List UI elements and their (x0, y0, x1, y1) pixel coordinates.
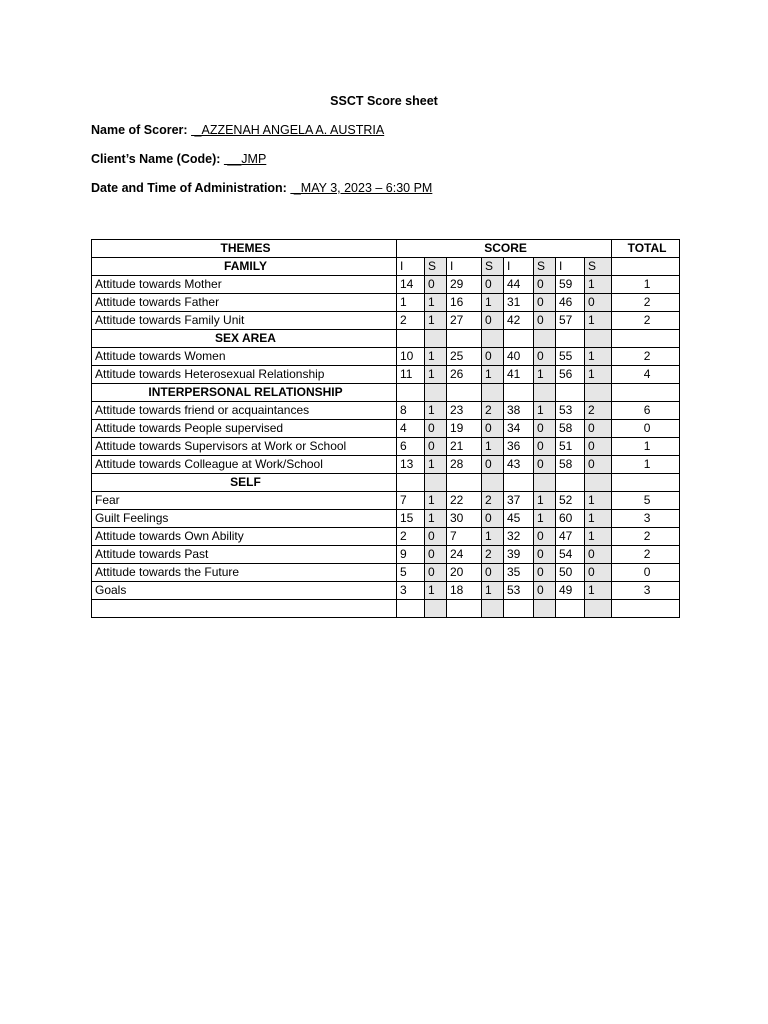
theme-cell: Attitude towards friend or acquaintances (92, 402, 397, 420)
theme-cell: Attitude towards Past (92, 546, 397, 564)
total-cell: 2 (612, 528, 680, 546)
score-s-cell: 1 (585, 528, 612, 546)
score-i-cell: 44 (504, 276, 534, 294)
score-s-cell: 0 (585, 294, 612, 312)
client-value: JMP (241, 152, 267, 166)
empty-cell (612, 330, 680, 348)
score-s-cell: 1 (534, 366, 556, 384)
theme-cell: Attitude towards Father (92, 294, 397, 312)
score-s-cell: 0 (585, 546, 612, 564)
empty-cell (585, 600, 612, 618)
score-s-cell: 1 (425, 312, 447, 330)
empty-cell (482, 384, 504, 402)
score-i-cell: 2 (397, 528, 425, 546)
score-i-cell: 14 (397, 276, 425, 294)
table-row (92, 564, 680, 582)
total-cell: 4 (612, 366, 680, 384)
score-i-cell: 52 (556, 492, 585, 510)
score-s-cell: 1 (585, 510, 612, 528)
table-row (92, 456, 680, 474)
score-s-cell: 0 (482, 564, 504, 582)
score-s-cell: 0 (534, 546, 556, 564)
total-cell: 0 (612, 420, 680, 438)
empty-cell (612, 474, 680, 492)
score-s-cell: 0 (425, 276, 447, 294)
score-s-cell: 0 (482, 312, 504, 330)
score-s-cell: 1 (534, 402, 556, 420)
date-value: MAY 3, 2023 – 6:30 PM (300, 181, 433, 195)
score-s-cell: 1 (534, 510, 556, 528)
section-row (92, 384, 680, 402)
score-s-cell: 1 (425, 348, 447, 366)
score-i-cell: 39 (504, 546, 534, 564)
empty-cell (585, 384, 612, 402)
empty-cell (447, 330, 482, 348)
score-s-cell: 1 (425, 402, 447, 420)
score-i-cell: 40 (504, 348, 534, 366)
document-title: SSCT Score sheet (330, 94, 438, 108)
total-cell: 1 (612, 456, 680, 474)
score-subheader: I (447, 258, 482, 276)
score-i-cell: 46 (556, 294, 585, 312)
scorer-label: Name of Scorer: (91, 123, 188, 137)
score-s-cell: 1 (585, 492, 612, 510)
theme-cell: Attitude towards Family Unit (92, 312, 397, 330)
score-i-cell: 10 (397, 348, 425, 366)
score-s-cell: 1 (585, 312, 612, 330)
table-row (92, 438, 680, 456)
score-s-cell: 0 (534, 528, 556, 546)
scorer-field: Name of Scorer: _AZZENAH ANGELA A. AUSTRIA (91, 123, 385, 137)
empty-cell (585, 330, 612, 348)
theme-cell: Attitude towards Own Ability (92, 528, 397, 546)
score-s-cell: 1 (425, 456, 447, 474)
total-header: TOTAL (612, 240, 680, 258)
score-i-cell: 42 (504, 312, 534, 330)
score-s-cell: 0 (534, 438, 556, 456)
table-row (92, 546, 680, 564)
score-s-cell: 1 (585, 366, 612, 384)
score-i-cell: 25 (447, 348, 482, 366)
score-i-cell: 7 (447, 528, 482, 546)
score-i-cell: 36 (504, 438, 534, 456)
score-table-body (92, 240, 680, 618)
score-subheader: S (585, 258, 612, 276)
table-row (92, 276, 680, 294)
empty-cell (482, 600, 504, 618)
score-i-cell: 16 (447, 294, 482, 312)
score-i-cell: 50 (556, 564, 585, 582)
score-i-cell: 56 (556, 366, 585, 384)
score-table (91, 239, 680, 618)
score-i-cell: 7 (397, 492, 425, 510)
score-subheader: S (425, 258, 447, 276)
score-s-cell: 0 (425, 546, 447, 564)
score-i-cell: 13 (397, 456, 425, 474)
score-i-cell: 6 (397, 438, 425, 456)
empty-cell (425, 330, 447, 348)
score-i-cell: 9 (397, 546, 425, 564)
score-subheader: I (504, 258, 534, 276)
empty-cell (556, 600, 585, 618)
score-s-cell: 1 (585, 276, 612, 294)
empty-cell (534, 330, 556, 348)
empty-cell (397, 330, 425, 348)
empty-cell (447, 474, 482, 492)
section-title: SELF (92, 474, 397, 492)
score-i-cell: 43 (504, 456, 534, 474)
section-row (92, 330, 680, 348)
score-s-cell: 1 (482, 528, 504, 546)
empty-cell (556, 474, 585, 492)
score-i-cell: 31 (504, 294, 534, 312)
score-s-cell: 1 (425, 510, 447, 528)
date-field: Date and Time of Administration: _MAY 3, 2023 – 6:30 PM (91, 181, 433, 195)
score-i-cell: 55 (556, 348, 585, 366)
score-s-cell: 0 (482, 348, 504, 366)
client-field: Client’s Name (Code): __JMP (91, 152, 267, 166)
score-i-cell: 3 (397, 582, 425, 600)
empty-cell (482, 330, 504, 348)
score-i-cell: 1 (397, 294, 425, 312)
theme-cell: Attitude towards Heterosexual Relationship (92, 366, 397, 384)
total-cell: 6 (612, 402, 680, 420)
score-s-cell: 1 (425, 366, 447, 384)
empty-cell (425, 600, 447, 618)
total-cell: 2 (612, 294, 680, 312)
theme-cell: Attitude towards Colleague at Work/School (92, 456, 397, 474)
theme-cell: Attitude towards the Future (92, 564, 397, 582)
score-s-cell: 0 (534, 348, 556, 366)
theme-cell: Attitude towards Mother (92, 276, 397, 294)
empty-cell (612, 258, 680, 276)
score-s-cell: 1 (425, 492, 447, 510)
section-row (92, 474, 680, 492)
score-s-cell: 2 (482, 546, 504, 564)
score-i-cell: 29 (447, 276, 482, 294)
score-i-cell: 11 (397, 366, 425, 384)
table-row (92, 420, 680, 438)
table-row (92, 348, 680, 366)
score-i-cell: 57 (556, 312, 585, 330)
theme-cell: Attitude towards People supervised (92, 420, 397, 438)
score-subheader: I (397, 258, 425, 276)
section-title: INTERPERSONAL RELATIONSHIP (92, 384, 397, 402)
total-cell: 1 (612, 438, 680, 456)
score-i-cell: 2 (397, 312, 425, 330)
score-i-cell: 35 (504, 564, 534, 582)
empty-cell (92, 600, 397, 618)
score-i-cell: 15 (397, 510, 425, 528)
theme-cell: Goals (92, 582, 397, 600)
total-cell: 2 (612, 348, 680, 366)
empty-cell (397, 600, 425, 618)
total-cell: 2 (612, 546, 680, 564)
score-i-cell: 18 (447, 582, 482, 600)
score-i-cell: 30 (447, 510, 482, 528)
score-s-cell: 1 (482, 438, 504, 456)
empty-cell (447, 384, 482, 402)
score-i-cell: 58 (556, 456, 585, 474)
score-s-cell: 0 (585, 564, 612, 582)
theme-cell: Attitude towards Supervisors at Work or School (92, 438, 397, 456)
score-i-cell: 38 (504, 402, 534, 420)
score-i-cell: 53 (504, 582, 534, 600)
empty-cell (425, 474, 447, 492)
score-s-cell: 2 (585, 402, 612, 420)
table-row (92, 402, 680, 420)
score-s-cell: 0 (534, 456, 556, 474)
score-i-cell: 4 (397, 420, 425, 438)
score-s-cell: 0 (425, 438, 447, 456)
date-label: Date and Time of Administration: (91, 181, 287, 195)
score-s-cell: 0 (425, 420, 447, 438)
score-s-cell: 0 (534, 294, 556, 312)
table-row (92, 510, 680, 528)
score-s-cell: 0 (534, 582, 556, 600)
score-s-cell: 0 (534, 420, 556, 438)
empty-cell (534, 600, 556, 618)
blank-row (92, 600, 680, 618)
score-s-cell: 0 (585, 438, 612, 456)
score-i-cell: 21 (447, 438, 482, 456)
empty-cell (447, 600, 482, 618)
score-i-cell: 24 (447, 546, 482, 564)
theme-cell: Fear (92, 492, 397, 510)
empty-cell (556, 384, 585, 402)
score-s-cell: 0 (425, 564, 447, 582)
table-row (92, 294, 680, 312)
score-s-cell: 1 (482, 366, 504, 384)
themes-header: THEMES (92, 240, 397, 258)
score-s-cell: 1 (482, 294, 504, 312)
score-i-cell: 32 (504, 528, 534, 546)
client-label: Client’s Name (Code): (91, 152, 221, 166)
score-i-cell: 47 (556, 528, 585, 546)
section-row (92, 258, 680, 276)
score-i-cell: 53 (556, 402, 585, 420)
empty-cell (504, 474, 534, 492)
score-i-cell: 59 (556, 276, 585, 294)
score-s-cell: 1 (482, 582, 504, 600)
total-cell: 2 (612, 312, 680, 330)
empty-cell (504, 600, 534, 618)
empty-cell (612, 384, 680, 402)
score-s-cell: 1 (585, 582, 612, 600)
score-i-cell: 22 (447, 492, 482, 510)
empty-cell (534, 474, 556, 492)
score-s-cell: 1 (585, 348, 612, 366)
theme-cell: Attitude towards Women (92, 348, 397, 366)
score-subheader: I (556, 258, 585, 276)
total-cell: 5 (612, 492, 680, 510)
scorer-value: AZZENAH ANGELA A. AUSTRIA (201, 123, 385, 137)
table-row (92, 528, 680, 546)
score-i-cell: 20 (447, 564, 482, 582)
score-i-cell: 28 (447, 456, 482, 474)
score-s-cell: 0 (585, 456, 612, 474)
score-i-cell: 49 (556, 582, 585, 600)
section-title: FAMILY (92, 258, 397, 276)
score-s-cell: 1 (425, 294, 447, 312)
table-header-row (92, 240, 680, 258)
score-i-cell: 8 (397, 402, 425, 420)
score-i-cell: 5 (397, 564, 425, 582)
empty-cell (504, 384, 534, 402)
score-i-cell: 26 (447, 366, 482, 384)
score-header: SCORE (397, 240, 612, 258)
empty-cell (425, 384, 447, 402)
score-s-cell: 1 (425, 582, 447, 600)
score-s-cell: 0 (482, 510, 504, 528)
total-cell: 3 (612, 582, 680, 600)
empty-cell (397, 384, 425, 402)
score-i-cell: 51 (556, 438, 585, 456)
score-s-cell: 0 (482, 420, 504, 438)
empty-cell (534, 384, 556, 402)
score-s-cell: 0 (585, 420, 612, 438)
score-s-cell: 1 (534, 492, 556, 510)
empty-cell (585, 474, 612, 492)
score-s-cell: 2 (482, 402, 504, 420)
table-row (92, 582, 680, 600)
score-s-cell: 0 (482, 456, 504, 474)
empty-cell (556, 330, 585, 348)
section-title: SEX AREA (92, 330, 397, 348)
score-i-cell: 34 (504, 420, 534, 438)
empty-cell (482, 474, 504, 492)
table-row (92, 366, 680, 384)
score-s-cell: 0 (534, 564, 556, 582)
score-i-cell: 41 (504, 366, 534, 384)
empty-cell (397, 474, 425, 492)
total-cell: 3 (612, 510, 680, 528)
score-subheader: S (482, 258, 504, 276)
total-cell: 1 (612, 276, 680, 294)
score-s-cell: 2 (482, 492, 504, 510)
score-i-cell: 27 (447, 312, 482, 330)
score-s-cell: 0 (425, 528, 447, 546)
theme-cell: Guilt Feelings (92, 510, 397, 528)
score-subheader: S (534, 258, 556, 276)
table-row (92, 312, 680, 330)
score-i-cell: 19 (447, 420, 482, 438)
score-i-cell: 45 (504, 510, 534, 528)
score-i-cell: 37 (504, 492, 534, 510)
empty-cell (504, 330, 534, 348)
score-s-cell: 0 (482, 276, 504, 294)
empty-cell (612, 600, 680, 618)
score-s-cell: 0 (534, 276, 556, 294)
score-i-cell: 54 (556, 546, 585, 564)
score-i-cell: 60 (556, 510, 585, 528)
total-cell: 0 (612, 564, 680, 582)
score-i-cell: 58 (556, 420, 585, 438)
score-s-cell: 0 (534, 312, 556, 330)
table-row (92, 492, 680, 510)
score-i-cell: 23 (447, 402, 482, 420)
